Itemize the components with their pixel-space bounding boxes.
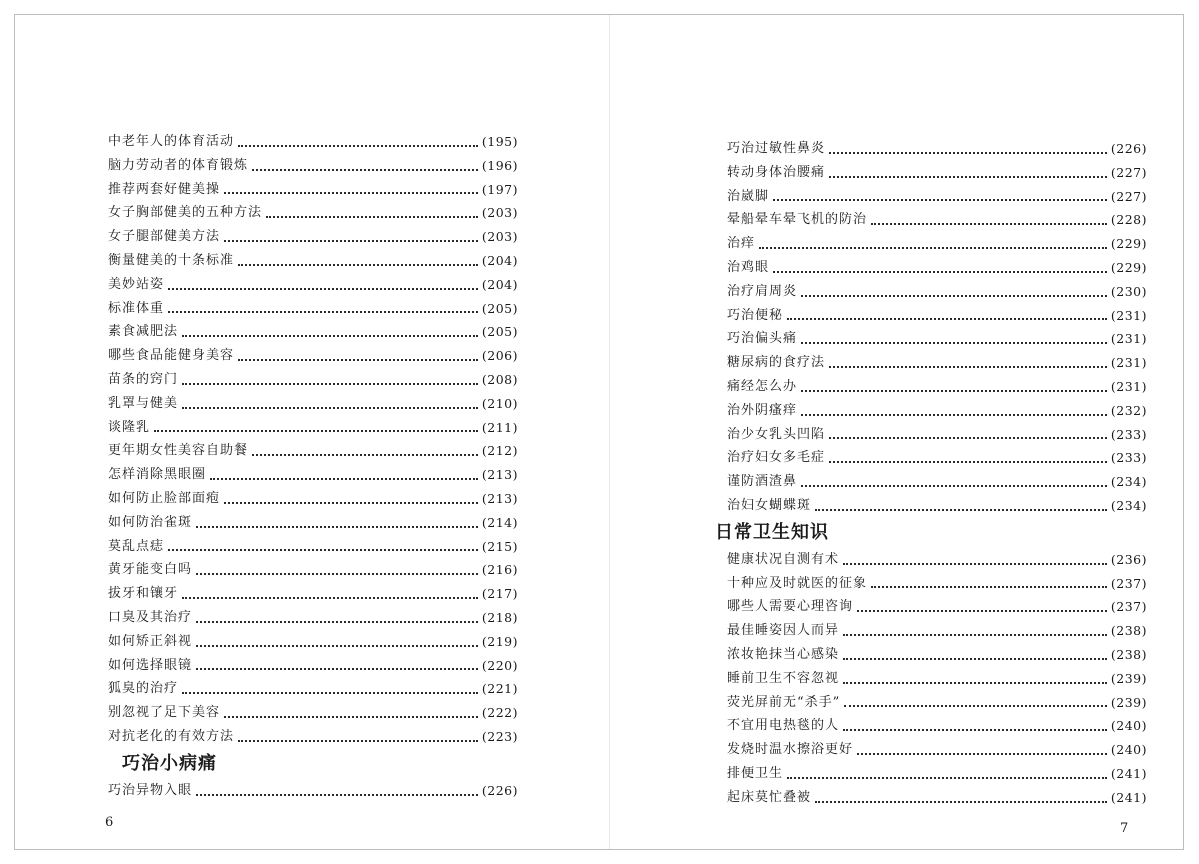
toc-entry [108, 511, 518, 535]
toc-entry [727, 280, 1147, 304]
dot-leader [168, 549, 478, 551]
toc-entry [727, 399, 1147, 423]
dot-leader [182, 335, 478, 337]
dot-leader [843, 634, 1107, 636]
dot-leader [787, 777, 1107, 779]
toc-entry-page: (212) [481, 443, 518, 459]
section-heading: 日常卫生知识 [715, 521, 829, 543]
toc-entry-title: 哪些人需要心理咨询 [727, 599, 854, 615]
toc-entry [727, 446, 1147, 470]
toc-entry-page: (204) [481, 276, 518, 292]
toc-entry-page: (227) [1110, 188, 1147, 204]
toc-entry [108, 201, 518, 225]
dot-leader [210, 478, 478, 480]
dot-leader [196, 573, 478, 575]
toc-entry [108, 630, 518, 654]
toc-entry-page: (231) [1110, 331, 1147, 347]
dot-leader [787, 318, 1107, 320]
toc-entry-title: 十种应及时就医的征象 [727, 575, 868, 591]
toc-entry-title: 治鸡眼 [727, 259, 770, 275]
toc-entry-page: (234) [1110, 497, 1147, 513]
toc-entry-page: (232) [1110, 402, 1147, 418]
toc-entry-title: 巧治异物入眼 [108, 782, 193, 798]
toc-entry [727, 470, 1147, 494]
toc-entry-title: 怎样消除黑眼圈 [108, 467, 207, 483]
toc-entry-title: 素食减肥法 [108, 324, 179, 340]
toc-entry-title: 口臭及其治疗 [108, 609, 193, 625]
dot-leader [182, 383, 478, 385]
dot-leader [252, 454, 478, 456]
toc-entry-page: (223) [481, 728, 518, 744]
toc-entry-page: (226) [1110, 141, 1147, 156]
toc-entry-page: (219) [481, 633, 518, 649]
toc-entry [108, 178, 518, 202]
toc-entry [727, 351, 1147, 375]
toc-entry [727, 691, 1147, 715]
toc-entry [727, 423, 1147, 447]
dot-leader [871, 223, 1107, 225]
toc-entry-title: 健康状况自测有术 [727, 551, 840, 567]
toc-entry-title: 巧治偏头痛 [727, 331, 798, 347]
left-entry-list [108, 130, 518, 749]
toc-entry-title: 更年期女性美容自助餐 [108, 443, 249, 459]
toc-entry [727, 762, 1147, 786]
dot-leader [266, 216, 478, 218]
toc-entry-page: (237) [1110, 599, 1147, 615]
toc-entry-title: 乳罩与健美 [108, 395, 179, 411]
toc-entry-title: 不宜用电热毯的人 [727, 718, 840, 734]
dot-leader [801, 295, 1107, 297]
toc-entry-title: 中老年人的体育活动 [108, 134, 235, 149]
toc-entry-title: 睡前卫生不容忽视 [727, 670, 840, 686]
toc-entry [108, 249, 518, 273]
toc-entry-title: 美妙站姿 [108, 276, 165, 292]
toc-entry [727, 208, 1147, 232]
toc-entry [727, 185, 1147, 209]
toc-entry-page: (240) [1110, 742, 1147, 758]
toc-entry-title: 转动身体治腰痛 [727, 164, 826, 180]
toc-entry-page: (229) [1110, 236, 1147, 252]
toc-entry [727, 619, 1147, 643]
toc-entry-title: 拔牙和镶牙 [108, 586, 179, 602]
toc-entry-title: 治崴脚 [727, 188, 770, 204]
toc-entry-page: (203) [481, 229, 518, 245]
dot-leader [224, 716, 478, 718]
dot-leader [773, 199, 1107, 201]
dot-leader [224, 502, 478, 504]
toc-entry-title: 治外阴瘙痒 [727, 402, 798, 418]
toc-entry-page: (216) [481, 562, 518, 578]
toc-entry-title: 谨防酒渣鼻 [727, 474, 798, 490]
toc-entry-page: (241) [1110, 789, 1147, 805]
toc-entry-title: 晕船晕车晕飞机的防治 [727, 212, 868, 228]
toc-entry [108, 320, 518, 344]
toc-entry-title: 巧治过敏性鼻炎 [727, 141, 826, 156]
dot-leader [801, 414, 1107, 416]
toc-entry-title: 痛经怎么办 [727, 378, 798, 394]
right-page-toc [715, 137, 1147, 810]
toc-entry-title: 糖尿病的食疗法 [727, 355, 826, 371]
toc-entry-page: (220) [481, 657, 518, 673]
dot-leader [196, 668, 478, 670]
dot-leader [196, 621, 478, 623]
right-entry-list [727, 137, 1147, 518]
toc-entry-title: 谈隆乳 [108, 419, 151, 435]
toc-entry-title: 治少女乳头凹陷 [727, 426, 826, 442]
toc-entry-page: (228) [1110, 212, 1147, 228]
toc-entry-page: (236) [1110, 551, 1147, 567]
dot-leader [196, 526, 478, 528]
toc-entry-page: (205) [481, 300, 518, 316]
dot-leader [815, 801, 1107, 803]
toc-entry-title: 最佳睡姿因人而异 [727, 623, 840, 639]
toc-entry [727, 137, 1147, 161]
toc-entry-page: (206) [481, 348, 518, 364]
toc-entry-page: (196) [481, 157, 518, 173]
toc-entry [108, 225, 518, 249]
dot-leader [182, 407, 478, 409]
dot-leader [224, 192, 478, 194]
dot-leader [182, 692, 478, 694]
toc-entry-page: (211) [481, 419, 518, 435]
dot-leader [815, 509, 1107, 511]
toc-entry [108, 344, 518, 368]
toc-entry [727, 572, 1147, 596]
toc-entry-page: (197) [481, 181, 518, 197]
dot-leader [168, 311, 478, 313]
toc-entry-title: 起床莫忙叠被 [727, 789, 812, 805]
toc-entry [108, 606, 518, 630]
dot-leader [168, 288, 478, 290]
toc-entry [108, 130, 518, 154]
toc-entry-title: 如何防止脸部面疱 [108, 490, 221, 506]
toc-entry [108, 779, 518, 803]
toc-entry-title: 浓妆艳抹当心感染 [727, 646, 840, 662]
dot-leader [844, 705, 1107, 707]
dot-leader [238, 264, 478, 266]
dot-leader [238, 145, 478, 147]
toc-entry [108, 558, 518, 582]
page-gutter [609, 15, 610, 849]
dot-leader [829, 461, 1107, 463]
dot-leader [759, 247, 1107, 249]
toc-entry [108, 701, 518, 725]
toc-entry-page: (238) [1110, 646, 1147, 662]
toc-entry-title: 治妇女蝴蝶斑 [727, 497, 812, 513]
toc-entry-title: 女子胸部健美的五种方法 [108, 205, 263, 221]
toc-entry-title: 治疗肩周炎 [727, 283, 798, 299]
dot-leader [843, 682, 1107, 684]
toc-entry-page: (241) [1110, 765, 1147, 781]
toc-entry [108, 439, 518, 463]
dot-leader [801, 342, 1107, 344]
toc-entry-page: (195) [481, 134, 518, 149]
section-heading: 巧治小病痛 [122, 752, 217, 774]
toc-entry-title: 推荐两套好健美操 [108, 181, 221, 197]
toc-entry [108, 582, 518, 606]
toc-entry-page: (237) [1110, 575, 1147, 591]
toc-entry [727, 667, 1147, 691]
dot-leader [871, 586, 1107, 588]
toc-entry [108, 654, 518, 678]
toc-entry-title: 苗条的窍门 [108, 371, 179, 387]
dot-leader [238, 740, 478, 742]
dot-leader [801, 485, 1107, 487]
toc-entry-page: (238) [1110, 623, 1147, 639]
toc-entry-title: 巧治便秘 [727, 307, 784, 323]
dot-leader [843, 563, 1107, 565]
toc-entry-page: (227) [1110, 164, 1147, 180]
toc-entry [727, 494, 1147, 518]
toc-entry-page: (231) [1110, 378, 1147, 394]
book-spread [14, 14, 1184, 850]
dot-leader [829, 366, 1107, 368]
toc-entry-page: (208) [481, 371, 518, 387]
dot-leader [829, 437, 1107, 439]
toc-entry [727, 304, 1147, 328]
toc-entry [108, 677, 518, 701]
toc-entry-page: (229) [1110, 259, 1147, 275]
toc-entry-title: 别忽视了足下美容 [108, 705, 221, 721]
toc-entry [727, 738, 1147, 762]
toc-entry-title: 莫乱点痣 [108, 538, 165, 554]
dot-leader [196, 794, 478, 796]
page-number-right: 7 [1120, 821, 1129, 836]
toc-entry-page: (239) [1110, 670, 1147, 686]
page-number-left: 6 [105, 815, 114, 830]
toc-entry [108, 487, 518, 511]
toc-entry-title: 荧光屏前无“杀手” [727, 694, 841, 710]
toc-entry-title: 排便卫生 [727, 765, 784, 781]
toc-entry-title: 治痒 [727, 236, 756, 252]
toc-entry-title: 脑力劳动者的体育锻炼 [108, 157, 249, 173]
toc-entry-page: (226) [481, 782, 518, 798]
toc-entry-page: (204) [481, 252, 518, 268]
toc-entry-title: 对抗老化的有效方法 [108, 728, 235, 744]
toc-entry-page: (217) [481, 586, 518, 602]
dot-leader [829, 176, 1107, 178]
toc-entry [727, 327, 1147, 351]
toc-entry [727, 714, 1147, 738]
toc-entry-page: (214) [481, 514, 518, 530]
toc-entry-title: 黄牙能变白吗 [108, 562, 193, 578]
dot-leader [182, 597, 478, 599]
toc-entry-title: 如何选择眼镜 [108, 657, 193, 673]
left-section-entry-list [108, 779, 518, 803]
toc-entry-title: 如何防治雀斑 [108, 514, 193, 530]
toc-entry-title: 治疗妇女多毛症 [727, 450, 826, 466]
right-section-entry-list [727, 548, 1147, 810]
toc-entry-page: (240) [1110, 718, 1147, 734]
toc-entry [727, 256, 1147, 280]
dot-leader [154, 430, 478, 432]
toc-entry [108, 535, 518, 559]
toc-entry-page: (231) [1110, 355, 1147, 371]
toc-entry-page: (221) [481, 681, 518, 697]
toc-entry [108, 463, 518, 487]
toc-entry [108, 416, 518, 440]
left-page-toc [108, 130, 518, 803]
toc-entry-title: 狐臭的治疗 [108, 681, 179, 697]
toc-entry-page: (203) [481, 205, 518, 221]
toc-entry-page: (205) [481, 324, 518, 340]
toc-entry [108, 392, 518, 416]
toc-entry-title: 哪些食品能健身美容 [108, 348, 235, 364]
toc-entry-page: (218) [481, 609, 518, 625]
toc-entry-page: (213) [481, 467, 518, 483]
toc-entry-page: (231) [1110, 307, 1147, 323]
dot-leader [224, 240, 478, 242]
dot-leader [252, 169, 478, 171]
toc-entry-page: (234) [1110, 474, 1147, 490]
dot-leader [829, 152, 1107, 154]
dot-leader [238, 359, 478, 361]
toc-entry-page: (222) [481, 705, 518, 721]
toc-entry-page: (213) [481, 490, 518, 506]
toc-entry-page: (230) [1110, 283, 1147, 299]
toc-entry [727, 232, 1147, 256]
dot-leader [843, 729, 1107, 731]
toc-entry [727, 643, 1147, 667]
toc-entry [727, 375, 1147, 399]
toc-entry-title: 如何矫正斜视 [108, 633, 193, 649]
toc-entry-title: 女子腿部健美方法 [108, 229, 221, 245]
dot-leader [857, 610, 1107, 612]
toc-entry [108, 368, 518, 392]
toc-entry [727, 786, 1147, 810]
toc-entry [108, 297, 518, 321]
dot-leader [196, 645, 478, 647]
toc-entry [108, 154, 518, 178]
toc-entry [727, 548, 1147, 572]
toc-entry-title: 发烧时温水擦浴更好 [727, 742, 854, 758]
toc-entry-page: (215) [481, 538, 518, 554]
toc-entry-title: 衡量健美的十条标准 [108, 252, 235, 268]
toc-entry-page: (239) [1110, 694, 1147, 710]
toc-entry-page: (233) [1110, 450, 1147, 466]
toc-entry [108, 273, 518, 297]
toc-entry [108, 725, 518, 749]
dot-leader [843, 658, 1107, 660]
toc-entry-title: 标准体重 [108, 300, 165, 316]
toc-entry-page: (210) [481, 395, 518, 411]
toc-entry [727, 595, 1147, 619]
dot-leader [773, 271, 1107, 273]
toc-entry-page: (233) [1110, 426, 1147, 442]
dot-leader [857, 753, 1107, 755]
dot-leader [801, 390, 1107, 392]
toc-entry [727, 161, 1147, 185]
